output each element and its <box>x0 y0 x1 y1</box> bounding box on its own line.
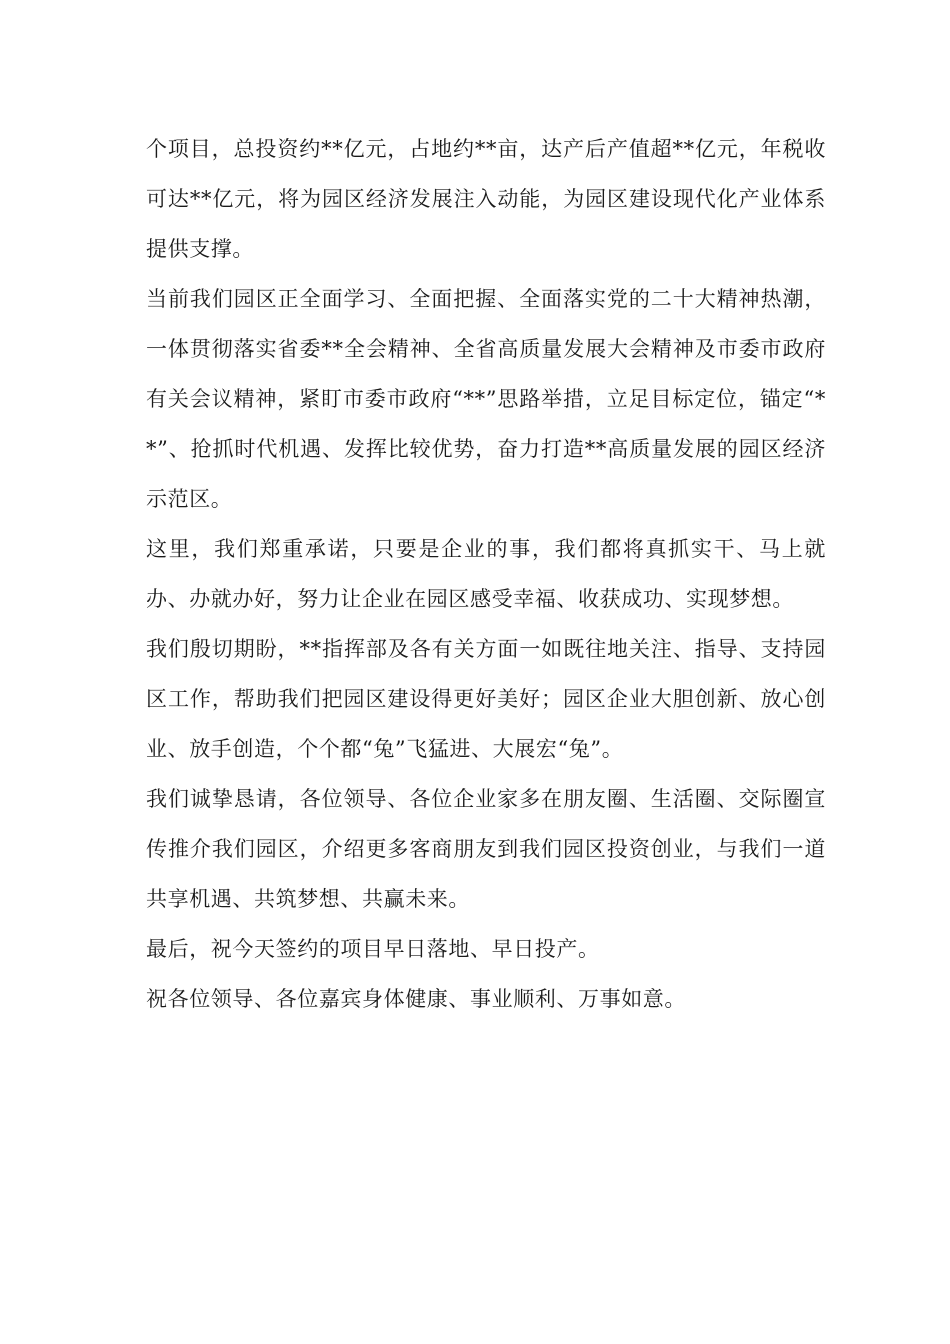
paragraph-project-summary: 个项目，总投资约**亿元，占地约**亩，达产后产值超**亿元，年税收可达**亿元，将为园区经济发展注入动能，为园区建设现代化产业体系提供支撑。 <box>146 137 826 261</box>
paragraph-commitment: 这里，我们郑重承诺，只要是企业的事，我们都将真抓实干、马上就办、办就办好，努力让企业在园区感受幸福、收获成功、实现梦想。 <box>146 537 826 611</box>
paragraph-expectation: 我们殷切期盼，**指挥部及各有关方面一如既往地关注、指导、支持园区工作，帮助我们把园区建设得更好美好；园区企业大胆创新、放心创业、放手创造，个个都“兔”飞猛进、大展宏“兔”。 <box>146 637 826 761</box>
document-body <box>146 124 826 1024</box>
paragraph-request: 我们诚挚恳请，各位领导、各位企业家多在朋友圈、生活圈、交际圈宣传推介我们园区，介绍更多客商朋友到我们园区投资创业，与我们一道共享机遇、共筑梦想、共赢未来。 <box>146 787 826 911</box>
paragraph-current-situation: 当前我们园区正全面学习、全面把握、全面落实党的二十大精神热潮，一体贯彻落实省委**全会精神、全省高质量发展大会精神及市委市政府有关会议精神，紧盯市委市政府“**”思路举措，立足目标定位，锚定“**”、抢抓时代机遇、发挥比较优势，奋力打造**高质量发展的园区经济示范区。 <box>146 287 826 511</box>
paragraph-closing-wish: 最后，祝今天签约的项目早日落地、早日投产。 <box>146 937 600 961</box>
paragraph-final-blessing: 祝各位领导、各位嘉宾身体健康、事业顺利、万事如意。 <box>146 987 686 1011</box>
